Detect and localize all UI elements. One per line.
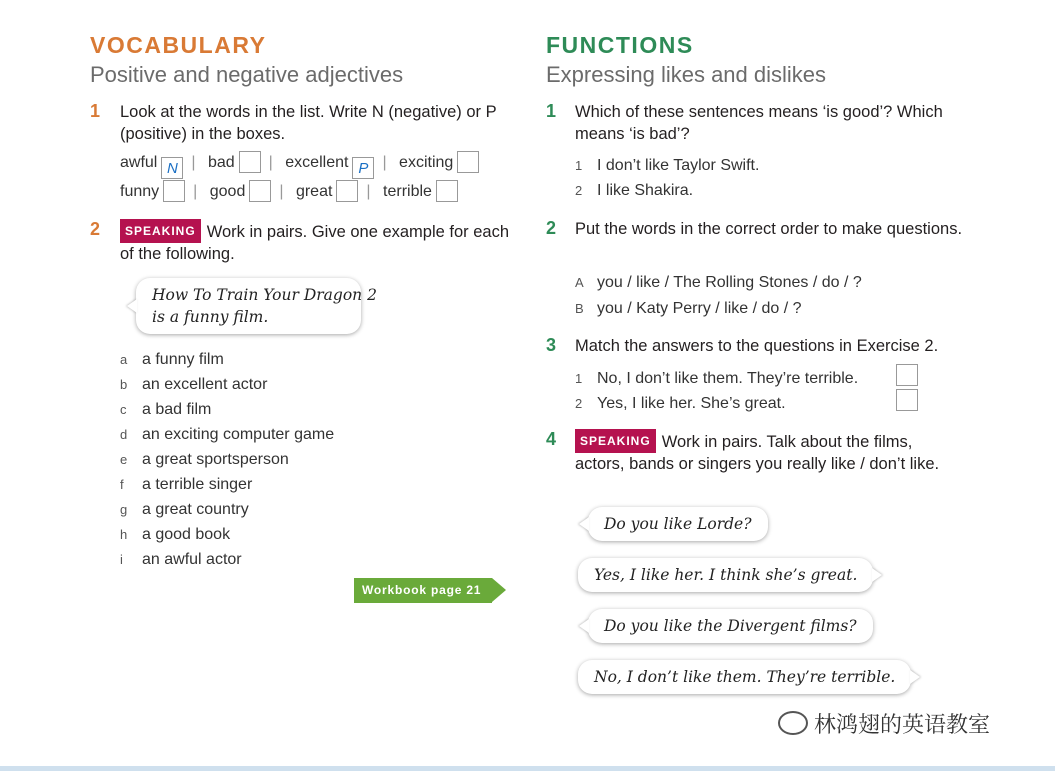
speaking-badge: SPEAKING <box>575 429 656 453</box>
exercise-number: 2 <box>90 219 101 239</box>
exercise-instruction <box>120 219 510 265</box>
word: excellent <box>285 154 349 171</box>
bubble-line: How To Train Your Dragon 2 <box>152 286 377 304</box>
vocabulary-subheading: Positive and negative adjectives <box>90 62 404 87</box>
list-item: e a great sportsperson <box>120 451 289 468</box>
example-list <box>120 347 334 572</box>
workbook-link[interactable]: Workbook page 21 <box>354 578 492 603</box>
exercise-number: 1 <box>546 101 557 121</box>
list-item: 2 Yes, I like her. She’s great. <box>575 395 786 412</box>
bubble-text: Do you like the Divergent films? <box>604 617 857 635</box>
answer-box[interactable] <box>457 151 479 173</box>
exercise-instruction: Which of these sentences means ‘is good’? Which means ‘is bad’? <box>575 103 943 143</box>
bubble-text: No, I don’t like them. They’re terrible. <box>594 668 896 686</box>
word: great <box>295 183 333 200</box>
speech-bubble <box>588 507 768 541</box>
instruction-text: Work in pairs. Give one example for each of the following. <box>120 223 510 263</box>
answer-box[interactable]: P <box>352 157 374 179</box>
exercise-number: 2 <box>546 218 557 238</box>
speaking-badge: SPEAKING <box>120 219 201 243</box>
list-item: c a bad film <box>120 401 212 418</box>
speech-bubble <box>578 660 911 694</box>
list-item: a a funny film <box>120 351 224 368</box>
answer-box[interactable] <box>163 180 185 202</box>
wechat-icon <box>778 711 808 735</box>
exercise-instruction: Match the answers to the questions in Exercise 2. <box>575 337 939 355</box>
answer-box[interactable] <box>336 180 358 202</box>
word-list-row-1: awful N | bad | excellent P | exciting <box>120 151 479 179</box>
word: funny <box>120 183 160 200</box>
word: bad <box>207 154 235 171</box>
exercise-number: 1 <box>90 101 101 121</box>
list-item: f a terrible singer <box>120 476 253 493</box>
answer-box[interactable] <box>436 180 458 202</box>
list-item: 1 No, I don’t like them. They’re terrible. <box>575 370 859 387</box>
list-item: 1 I don’t like Taylor Swift. <box>575 157 760 174</box>
watermark-text: 林鸿翅的英语教室 <box>814 712 991 737</box>
word: good <box>209 183 246 200</box>
speech-bubble <box>136 278 377 334</box>
instruction-text: Work in pairs. Talk about the films, actors, bands or singers you really like / don’t like. <box>575 433 940 473</box>
word: exciting <box>399 154 454 171</box>
functions-subheading: Expressing likes and dislikes <box>546 62 827 87</box>
answer-box[interactable] <box>249 180 271 202</box>
answer-box[interactable] <box>239 151 261 173</box>
exercise-number: 4 <box>546 429 557 449</box>
exercise-instruction: Put the words in the correct order to make questions. <box>575 220 963 238</box>
list-item: A you / like / The Rolling Stones / do / ? <box>575 274 862 291</box>
sentence-list <box>575 153 759 203</box>
answer-box[interactable]: N <box>161 157 183 179</box>
speech-bubble <box>578 558 873 592</box>
page-bottom-edge <box>0 766 1055 771</box>
match-answer-box[interactable] <box>896 364 918 386</box>
vocabulary-heading: VOCABULARY <box>90 32 267 58</box>
bubble-text: Do you like Lorde? <box>604 515 752 533</box>
exercise-number: 3 <box>546 335 557 355</box>
watermark <box>778 708 990 739</box>
bubble-text: Yes, I like her. I think she’s great. <box>594 566 858 584</box>
bubble-line: is a funny film. <box>152 308 269 326</box>
answer-list <box>575 366 858 416</box>
speech-bubble <box>588 609 873 643</box>
list-item: 2 I like Shakira. <box>575 182 694 199</box>
word: awful <box>120 154 158 171</box>
question-list <box>575 270 862 322</box>
list-item: d an exciting computer game <box>120 426 335 443</box>
exercise-instruction: Look at the words in the list. Write N (negative) or P (positive) in the boxes. <box>120 103 497 143</box>
functions-heading: FUNCTIONS <box>546 32 694 58</box>
list-item: i an awful actor <box>120 551 242 568</box>
list-item: b an excellent actor <box>120 376 268 393</box>
list-item: g a great country <box>120 501 249 518</box>
match-answer-box[interactable] <box>896 389 918 411</box>
exercise-instruction <box>575 429 965 475</box>
word-list-row-2: funny | good | great | terrible <box>120 180 458 202</box>
word: terrible <box>383 183 432 200</box>
list-item: B you / Katy Perry / like / do / ? <box>575 300 802 317</box>
list-item: h a good book <box>120 526 231 543</box>
